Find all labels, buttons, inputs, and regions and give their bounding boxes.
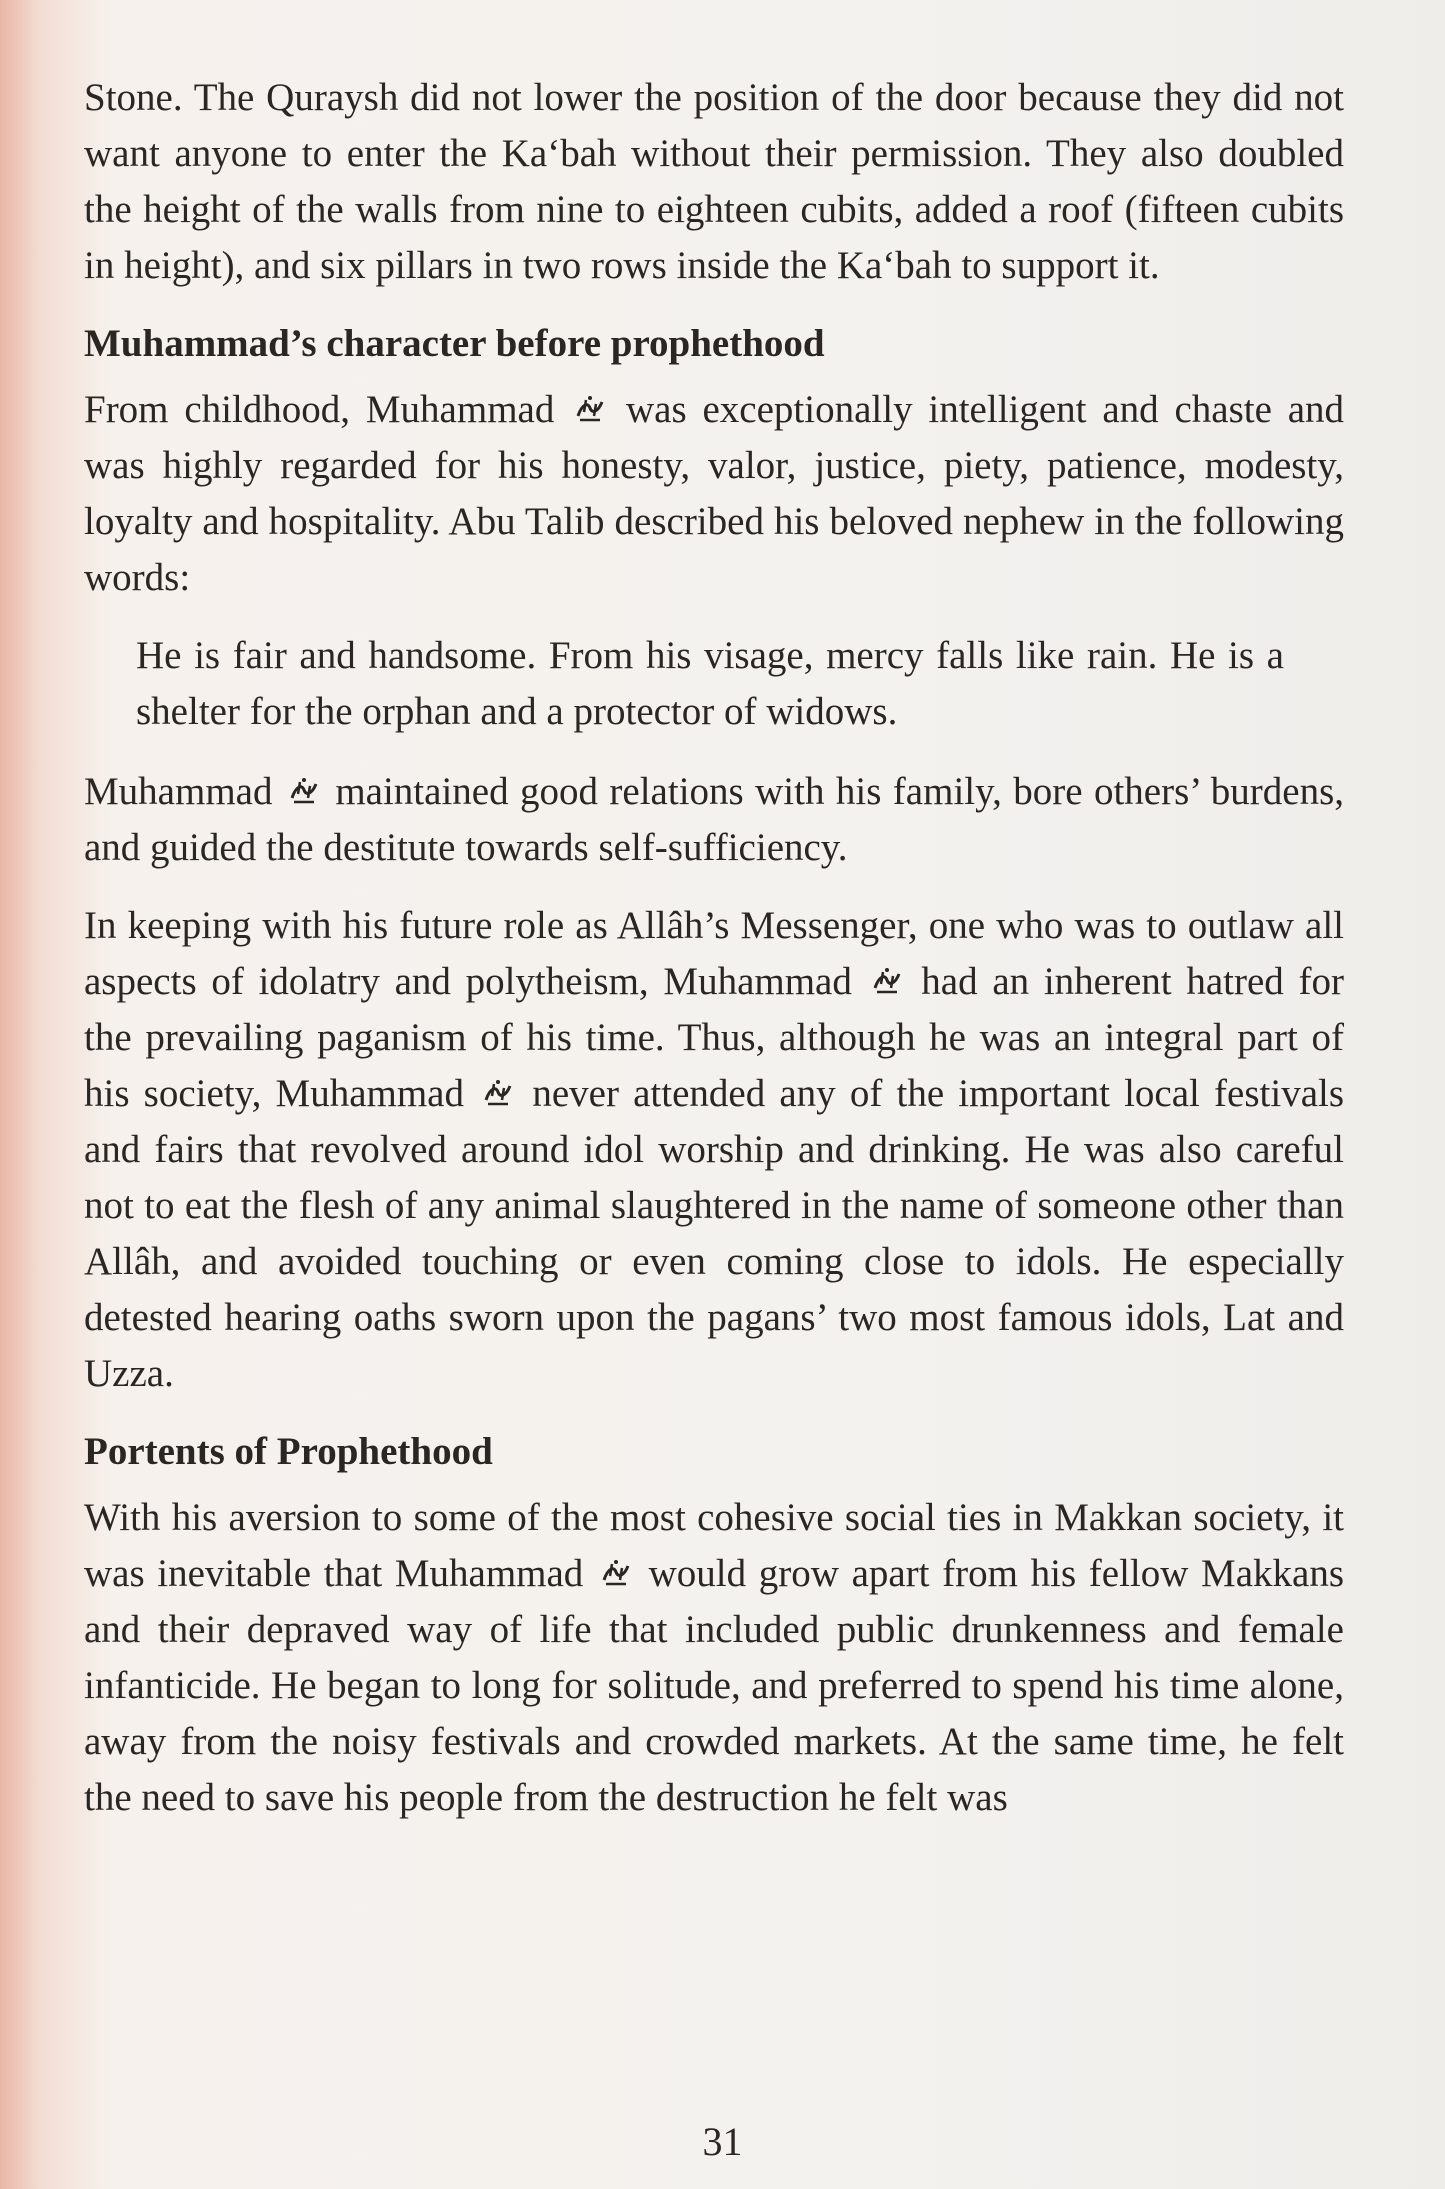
paragraph-kabah-construction: Stone. The Quraysh did not lower the position of the door because they did not want anyone to enter the Ka‘bah without their permission. They also doubled the height of the walls from nine to eighteen cubits, added a roof (fifteen cubits in height), and six pillars in two rows inside the Ka‘bah to support it. bbox=[84, 76, 1344, 287]
paragraph-text: With his aversion to some of the most cohesive social ties in Makkan society, it was inevitable that Muhammad bbox=[84, 1496, 1344, 1595]
paragraph-portents bbox=[84, 1490, 1344, 1826]
paragraph-text: had an inherent hatred for the prevailing paganism of his time. Thus, although he was an integral part of his society, Muhammad bbox=[84, 960, 1344, 1115]
block-quote: He is fair and handsome. From his visage, mercy falls like rain. He is a shelter for the orphan and a protector of widows. bbox=[136, 634, 1284, 733]
paragraph-text: maintained good relations with his family, bore others’ burdens, and guided the destitute towards self-sufficiency. bbox=[84, 770, 1345, 869]
section-heading-portents: Portents of Prophethood bbox=[84, 1430, 493, 1473]
salutation-calligraphy-icon bbox=[288, 768, 320, 800]
paragraph-relations bbox=[84, 764, 1344, 876]
paragraph-text: In keeping with his future role as Allâh’s Messenger, one who was to outlaw all aspects of idolatry and polytheism, Muhammad bbox=[84, 904, 1344, 1003]
paragraph-idolatry bbox=[84, 898, 1344, 1402]
paragraph-text: Muhammad bbox=[84, 770, 273, 813]
paragraph-childhood bbox=[84, 382, 1344, 606]
salutation-calligraphy-icon bbox=[871, 958, 903, 990]
paragraph-text: would grow apart from his fellow Makkans and their depraved way of life that included public drunkenness and female infanticide. He began to long for solitude, and preferred to spend his time alone, away from the noisy festivals and crowded markets. At the same time, he felt the need to save his people from the destruction he felt was bbox=[84, 1552, 1345, 1819]
page-number: 31 bbox=[702, 2119, 743, 2164]
salutation-calligraphy-icon bbox=[574, 386, 606, 418]
salutation-calligraphy-icon bbox=[600, 1550, 632, 1582]
paragraph-text: From childhood, Muhammad bbox=[84, 388, 555, 431]
paragraph-text: never attended any of the important local festivals and fairs that revolved around idol worship and drinking. He was also careful not to eat the flesh of any animal slaughtered in the name of someone other than Allâh, and avoided touching or even coming close to idols. He especially detested hearing oaths sworn upon the pagans’ two most famous idols, Lat and Uzza. bbox=[84, 1072, 1345, 1395]
page-body bbox=[84, 70, 1344, 1848]
section-heading-character: Muhammad’s character before prophethood bbox=[84, 322, 825, 365]
salutation-calligraphy-icon bbox=[482, 1070, 514, 1102]
paragraph-text: was exceptionally intelligent and chaste and was highly regarded for his honesty, valor, justice, piety, patience, modesty, loyalty and hospitality. Abu Talib described his beloved nephew in the following words: bbox=[84, 388, 1345, 599]
